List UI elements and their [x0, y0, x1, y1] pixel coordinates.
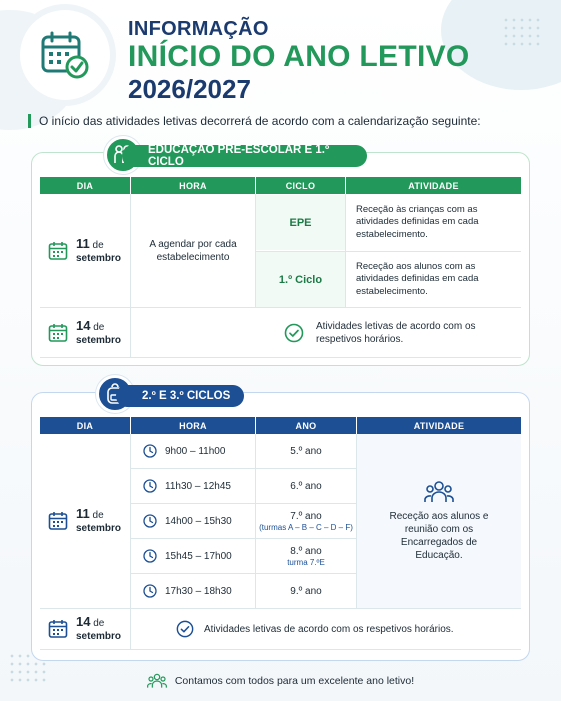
day-de: de	[92, 239, 104, 251]
hora-text: 9h00 – 11h00	[165, 445, 226, 457]
atividade-cell: Receção aos alunos com as atividades definidas em cada estabelecimento.	[356, 260, 479, 297]
hora-cell	[131, 434, 255, 468]
preschool-table	[40, 177, 521, 357]
ano-subtext: turma 7.ºE	[287, 557, 325, 567]
day-de: de	[92, 510, 104, 521]
divider	[255, 434, 256, 608]
column-header: ANO	[256, 417, 356, 434]
hora-text: 11h30 – 12h45	[165, 480, 231, 492]
day-cell	[40, 434, 130, 608]
day-cell	[40, 194, 130, 307]
column-header: HORA	[131, 417, 255, 434]
atividade-merged-cell	[284, 308, 514, 357]
clock-icon	[143, 444, 157, 458]
day-month: setembro	[76, 252, 122, 264]
divider	[130, 194, 131, 307]
divider	[40, 307, 521, 308]
ano-cell	[256, 504, 356, 538]
ano-cell	[256, 574, 356, 608]
day-number: 11	[76, 506, 90, 521]
day-number: 14	[76, 614, 91, 629]
calendar-check-icon	[37, 27, 93, 83]
ano-subtext: (turmas A – B – C – D – F)	[259, 522, 353, 532]
atividade-text: Atividades letivas de acordo com os respetivos horários.	[316, 320, 476, 345]
section-cycles-card	[31, 392, 530, 661]
footer	[0, 672, 561, 690]
divider	[356, 434, 357, 608]
day-number: 14	[76, 317, 91, 333]
section-preschool-card	[31, 152, 530, 366]
header-icon	[20, 10, 110, 100]
divider	[131, 538, 356, 539]
decor-dots	[502, 16, 542, 46]
clock-icon	[143, 584, 157, 598]
day-cell	[40, 609, 130, 649]
clock-icon	[143, 549, 157, 563]
group-icon	[423, 480, 455, 504]
column-header: ATIVIDADE	[346, 177, 521, 194]
section-badge-label: EDUCAÇÃO PRÉ-ESCOLAR E 1.º CICLO	[122, 145, 367, 167]
ciclo-cell: EPE	[256, 195, 345, 250]
ciclo-cell: 1.º Ciclo	[256, 252, 345, 307]
check-circle-icon	[284, 323, 304, 343]
hora-text: 15h45 – 17h00	[165, 550, 232, 562]
atividade-merged-cell	[176, 609, 516, 649]
divider	[40, 357, 521, 358]
ano-text: 5.º ano	[290, 445, 322, 457]
hora-cell	[131, 504, 255, 538]
divider	[131, 468, 356, 469]
ano-text: 6.º ano	[290, 480, 322, 492]
ano-text: 8.º ano	[290, 545, 322, 557]
hora-text: 14h00 – 15h30	[165, 515, 232, 527]
divider	[40, 608, 521, 609]
calendar-icon	[48, 511, 68, 531]
group-icon	[147, 672, 167, 690]
ano-text: 7.º ano	[290, 510, 322, 522]
column-header: ATIVIDADE	[357, 417, 521, 434]
calendar-icon	[48, 619, 68, 639]
day-cell	[40, 308, 130, 357]
divider	[130, 308, 131, 357]
header-kicker: INFORMAÇÃO	[128, 18, 269, 40]
intro-text: O início das atividades letivas decorrerá de acordo com a calendarização seguinte:	[28, 114, 481, 128]
ano-cell	[256, 539, 356, 573]
column-header: DIA	[40, 177, 130, 194]
calendar-icon	[48, 241, 68, 261]
page-title: INÍCIO DO ANO LETIVO	[128, 40, 470, 73]
ano-text: 9.º ano	[290, 585, 322, 597]
header-year: 2026/2027	[128, 74, 251, 104]
hora-text: 17h30 – 18h30	[165, 585, 232, 597]
column-header: DIA	[40, 417, 130, 434]
calendar-icon	[48, 323, 68, 343]
check-circle-icon	[176, 620, 194, 638]
day-month: setembro	[76, 631, 122, 642]
atividade-text: Receção aos alunos e reunião com os Encarregados de Educação.	[389, 511, 489, 561]
divider	[256, 251, 521, 252]
day-number: 11	[76, 235, 90, 251]
clock-icon	[143, 479, 157, 493]
hora-cell: A agendar por cada estabelecimento	[149, 238, 237, 263]
ano-cell	[256, 469, 356, 503]
column-header: CICLO	[256, 177, 345, 194]
atividade-cell: Receção às crianças com as atividades definidas em cada estabelecimento.	[356, 203, 479, 240]
divider	[40, 649, 521, 650]
day-month: setembro	[76, 334, 122, 346]
divider	[131, 573, 356, 574]
divider	[131, 503, 356, 504]
day-month: setembro	[76, 523, 122, 534]
hora-cell	[131, 539, 255, 573]
cycles-table	[40, 417, 521, 649]
column-header: HORA	[131, 177, 255, 194]
hora-cell	[131, 469, 255, 503]
clock-icon	[143, 514, 157, 528]
section-badge-label: 2.º E 3.º CICLOS	[116, 385, 244, 407]
divider	[130, 434, 131, 649]
hora-cell	[131, 574, 255, 608]
footer-text: Contamos com todos para um excelente ano letivo!	[174, 675, 415, 687]
atividade-cell	[357, 434, 521, 608]
day-de: de	[93, 618, 105, 629]
ano-cell	[256, 434, 356, 468]
day-de: de	[93, 321, 105, 333]
atividade-text: Atividades letivas de acordo com os respetivos horários.	[204, 623, 454, 635]
